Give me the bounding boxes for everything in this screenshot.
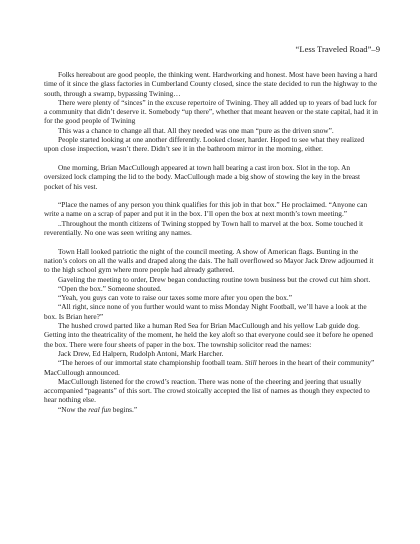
story-paragraph <box>44 70 378 98</box>
story-paragraph <box>44 284 378 293</box>
story-paragraph <box>44 126 378 135</box>
story-paragraph <box>44 275 378 284</box>
text-run: “Open the box.” Someone shouted. <box>58 283 162 293</box>
story-paragraph <box>44 247 378 275</box>
story-paragraph <box>44 98 378 126</box>
text-run: This was a chance to change all that. All they needed was one man “pure as the driven snow”. <box>58 125 334 135</box>
text-run: There were plenty of “sinces” in the excuse repertoire of Twining. They all added up to years of bad luck for a community that didn’t deserve it. Somebody “up there”, whether that meant heaven or the state capital, had it in for the good people of Twining <box>44 97 378 126</box>
story-body <box>44 70 378 414</box>
story-paragraph <box>44 358 378 377</box>
story-paragraph <box>44 302 378 321</box>
story-paragraph <box>44 293 378 302</box>
text-run: The hushed crowd parted like a human Red Sea for Brian MacCullough and his yellow Lab guide dog. Getting into the theatricality of the moment, he held the key aloft so that everyone could see it before he opened the box. There were four sheets of paper in the box. The township solicitor read the names: <box>44 321 373 349</box>
italic-text: Still <box>244 358 257 368</box>
text-run: “Yeah, you guys can vote to raise our taxes some more after you open the box.” <box>58 293 292 303</box>
text-run: One morning, Brian MacCullough appeared at town hall bearing a cast iron box. Slot in the top. An oversized lock clamping the lid to the body. MacCullough made a big show of stowing the key in the breast pocket of his vest. <box>44 162 361 191</box>
text-run: Town Hall looked patriotic the night of the council meeting. A show of American flags. Bunting in the nation’s colors on all the walls and draped along the dais. The hall overflowed so Mayor Jack Drew adjourned it to the high school gym where more people had already gathered. <box>44 246 374 275</box>
story-paragraph <box>44 405 378 414</box>
text-run: Folks hereabout are good people, the thinking went. Hardworking and honest. Most have been having a hard time of it since the glass factories in Cumberland County closed, since the state decided to run the highway to the south, through a swamp, bypassing Twining… <box>44 70 378 98</box>
text-run: begins.” <box>110 404 138 414</box>
story-paragraph <box>44 135 378 154</box>
text-run: People started looking at one another differently. Looked closer, harder. Hoped to see what they realized upon close inspection, wasn’t there. Didn’t see it in the bathroom mirror in the morning, either. <box>44 135 365 154</box>
text-run: “Place the names of any person you think qualifies for this job in that box.” He proclaimed. “Anyone can write a name on a scrap of paper and put it in the box. I’ll open the box at next month’s town meeting.” <box>44 200 368 219</box>
story-paragraph <box>44 200 378 219</box>
italic-text: real fun <box>88 404 111 414</box>
story-paragraph <box>44 163 378 191</box>
story-paragraph <box>44 321 378 349</box>
text-run: “Now the <box>58 404 89 414</box>
story-paragraph <box>44 219 378 238</box>
story-paragraph <box>44 377 378 405</box>
text-run: “The heroes of our immortal state championship football team. <box>58 358 245 368</box>
story-paragraph <box>44 349 378 358</box>
text-run: heroes in the heart of their community” MacCullough announced. <box>44 358 375 377</box>
text-run: Gaveling the meeting to order, Drew began conducting routine town business but the crowd cut him short. <box>58 274 371 284</box>
running-header: “Less Traveled Road”–9 <box>295 44 380 54</box>
text-run: Jack Drew, Ed Halpern, Rudolph Antoni, Mark Harcher. <box>58 348 224 358</box>
text-run: MacCullough listened for the crowd’s reaction. There was none of the cheering and jeering that usually accompanied “pageants” of this sort. The crowd stoically accepted the list of names as though they expected to hear nothing else. <box>44 376 370 405</box>
text-run: ..Throughout the month citizens of Twining stopped by Town hall to marvel at the box. Some touched it reverentially. No one was seen writing any names. <box>44 218 364 238</box>
text-run: “All right, since none of you further would want to miss Monday Night Football, we’ll have a look at the box. Is Brian here?” <box>44 302 367 321</box>
